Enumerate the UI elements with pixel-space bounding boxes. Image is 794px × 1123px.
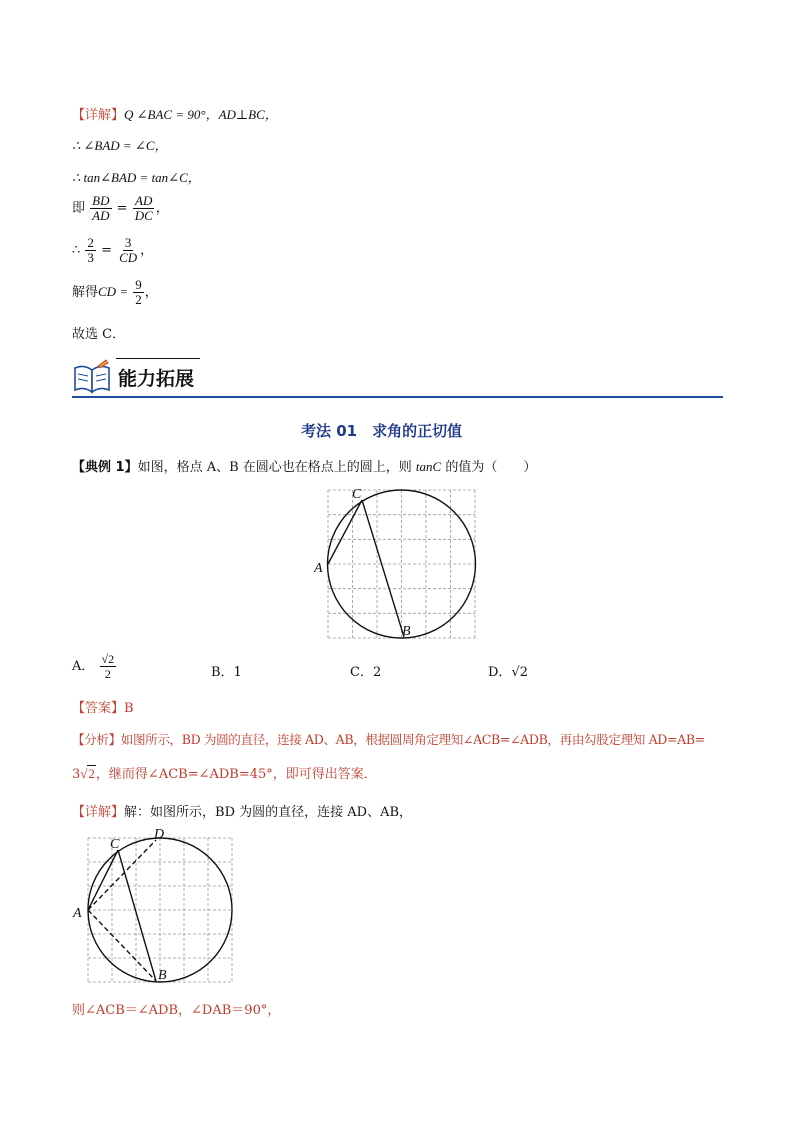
detail2-line-1 [72, 801, 412, 820]
fraction: $\frac{BD}{AD}$ [92, 193, 110, 223]
fraction: $\frac{3}{CD}$ [119, 235, 138, 265]
detail2-last-line: 则∠ACB＝∠ADB，∠DAB＝90°， [72, 1003, 281, 1018]
answer-value: B [124, 701, 134, 716]
analysis-tag: 【分析】 [72, 732, 121, 747]
analysis-text-1: 如图所示，BD 为圆的直径，连接 AD、AB，根据圆周角定理知∠ACB=∠ADB，再由勾股定理知 AD=AB= [120, 732, 705, 747]
example-text: 如图，格点 A、B 在圆心也在格点上的圆上，则 [137, 460, 416, 475]
segment-cb [118, 850, 156, 981]
segment-ad [88, 840, 156, 910]
detail-line-7: 故选 C． [72, 327, 126, 342]
fraction: $\frac{AD}{DC}$ [134, 193, 153, 223]
label-a: A [73, 906, 82, 921]
label-c: C [110, 837, 120, 852]
example-question [72, 456, 536, 475]
option-c[interactable]: C．2 [350, 665, 382, 680]
example-text-end: 的值为（ ） [441, 460, 537, 475]
option-a[interactable]: A． $\frac{√2}{2}$ [72, 652, 115, 681]
label-a: A [314, 561, 323, 576]
label-b: B [402, 624, 411, 639]
answer-line [72, 697, 134, 716]
detail2-tag: 【详解】 [72, 805, 125, 820]
option-d[interactable]: D．√2 [488, 665, 528, 680]
detail-tag: 【详解】 [72, 108, 125, 123]
segment-ac [88, 850, 118, 910]
detail-line-2: ∴ ∠BAD = ∠C， [72, 138, 168, 153]
section-rule [72, 396, 723, 398]
segment-ac [328, 500, 362, 564]
label-b: B [158, 968, 167, 983]
label-d: D [154, 827, 165, 842]
section-header [72, 356, 723, 398]
analysis-line-1 [72, 729, 732, 748]
option-b[interactable]: B．1 [211, 665, 242, 680]
detail-line-5: ∴ $\frac{2}{3}$ = $\frac{3}{CD}$ ， [72, 235, 154, 265]
section-top-line [116, 358, 200, 359]
detail-line-4: 即 $\frac{BD}{AD}$ = $\frac{AD}{DC}$ ， [72, 193, 169, 223]
example-tanc: tanC [415, 459, 442, 474]
fraction: $\frac{9}{2}$ [135, 277, 142, 307]
fraction: $\frac{2}{3}$ [87, 235, 94, 265]
label-c: C [352, 487, 362, 502]
figure-circle-grid-1 [312, 484, 482, 644]
analysis-line-2: 3√2，继而得∠ACB=∠ADB=45°，即可得出答案． [72, 766, 377, 782]
detail2-text: 解：如图所示，BD 为圆的直径，连接 AD、AB， [124, 805, 413, 820]
grid [88, 838, 232, 982]
figure-circle-grid-2 [72, 826, 242, 986]
detail-line-6: 解得CD = $\frac{9}{2}$ ， [72, 277, 158, 307]
segment-cb [362, 500, 404, 637]
example-tag: 【典例 1】 [72, 460, 138, 475]
detail-line-3: ∴ tan∠BAD = tan∠C， [72, 170, 201, 185]
answer-tag: 【答案】 [72, 701, 125, 716]
detail-line-1 [72, 104, 278, 123]
fraction: $\frac{√2}{2}$ [101, 652, 115, 681]
book-icon [72, 358, 114, 396]
kaofa-heading: 考法 01 求角的正切值 [301, 422, 463, 440]
section-title: 能力拓展 [118, 368, 195, 390]
detail-line-1-expr: Q ∠BAC = 90°，AD⊥BC， [124, 107, 278, 122]
grid [328, 490, 475, 638]
